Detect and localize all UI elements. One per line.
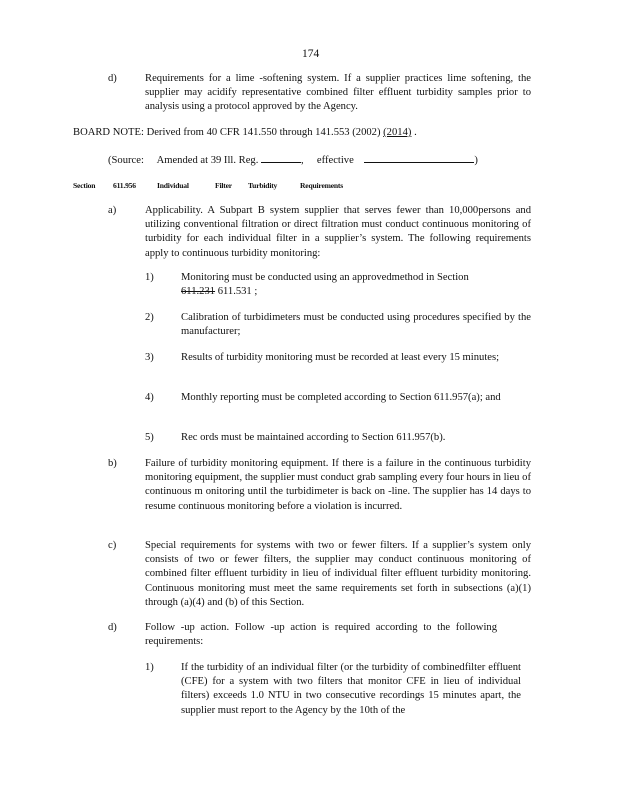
item-a3-text: Results of turbidity monitoring must be recorded at least every 15 minutes; — [181, 352, 500, 363]
board-note — [73, 126, 417, 140]
section-number: 611.956 — [113, 181, 136, 190]
item-a5-text: Rec ords must be maintained according to Section 611.957(b). — [181, 432, 446, 443]
subsection-c-label: c) — [108, 540, 117, 551]
item-label: 1) — [145, 272, 154, 283]
source-close: ) — [474, 155, 478, 166]
effective-date-blank — [364, 152, 474, 163]
item-label: 5) — [145, 432, 154, 443]
item-label: 1) — [145, 662, 154, 673]
subsection-d-followup-label: d) — [108, 622, 117, 633]
subsection-a-text: Applicability. A Subpart B system supplier that serves fewer than 10,000persons and utilizing conventional filtration or direct filtration must conduct continuous monitoring of turbidity for each individual filter in a supplier’s system. The following requirements apply to continuous turbidity monitoring: — [145, 205, 531, 259]
subsection-b-label: b) — [108, 458, 117, 469]
subsection-c-text: Special requirements for systems with two or fewer filters. If a supplier’s system only consists of two or fewer filters, the supplier may conduct continuous monitoring of combined filter effluent turbidity in lieu of individual filter effluent turbidity monitoring. Continuous monitoring must meet the same requirements set forth in subsections (a)(1) through (a)(4) and (b) of this Section. — [145, 540, 531, 608]
source-note — [108, 152, 478, 168]
item-a1-text-main: Monitoring must be conducted using an approvedmethod in Section — [181, 272, 469, 283]
source-amended: Amended at 39 Ill. Reg. — [156, 155, 259, 166]
register-page-blank — [261, 152, 301, 163]
item-a1-text — [181, 271, 531, 299]
source-comma: , — [301, 155, 304, 166]
item-label: 3) — [145, 352, 154, 363]
subsection-d-label: d) — [108, 73, 117, 84]
source-open: (Source: — [108, 155, 144, 166]
board-note-text: BOARD NOTE: Derived from 40 CFR 141.550 through 141.553 (2002) — [73, 127, 381, 138]
item-a2-text: Calibration of turbidimeters must be conducted using procedures specified by the manufacturer; — [181, 312, 531, 338]
source-effective: effective — [316, 155, 354, 166]
section-title-word: Filter — [215, 181, 232, 190]
item-label: 2) — [145, 312, 154, 323]
subsection-d-followup-text: Follow -up action. Follow -up action is required according to the following requirements: — [145, 622, 497, 648]
subsection-a-label: a) — [108, 205, 117, 216]
item-a4-text: Monthly reporting must be completed according to Section 611.957(a); and — [181, 392, 501, 403]
added-section-reference: 611.531 ; — [215, 286, 258, 298]
subsection-b-text: Failure of turbidity monitoring equipment. If there is a failure in the continuous turbidity monitoring equipment, the supplier must conduct grab sampling every four hours in lieu of continuous m onitoring until the turbidimeter is back on -line. The supplier has 14 days to resume continuous monitoring before a violation is incurred. — [145, 458, 531, 512]
item-d1-text: If the turbidity of an individual filter (or the turbidity of combinedfilter effluent (CFE) for a system with two filters that monitor CFE in lieu of individual filters) exceeds 1.0 NTU in two consecutive recordings 15 minutes apart, the supplier must report to the Agency by the 10th of the — [181, 662, 521, 716]
page-number: 174 — [302, 48, 320, 60]
subsection-d-lime-softening-text: Requirements for a lime -softening system. If a supplier practices lime softening, the supplier may acidify representative combined filter effluent turbidity samples prior to analysis using a protocol approved by the Agency. — [145, 73, 531, 113]
deleted-section-reference: 611.231 — [181, 286, 216, 298]
board-note-amended-year: (2014) — [383, 127, 412, 138]
section-title-word: Individual — [157, 181, 189, 190]
section-title-word: Turbidity — [248, 181, 278, 190]
item-label: 4) — [145, 392, 154, 403]
section-title-word: Requirements — [300, 181, 344, 190]
board-note-period: . — [414, 127, 417, 138]
section-word: Section — [73, 181, 96, 190]
